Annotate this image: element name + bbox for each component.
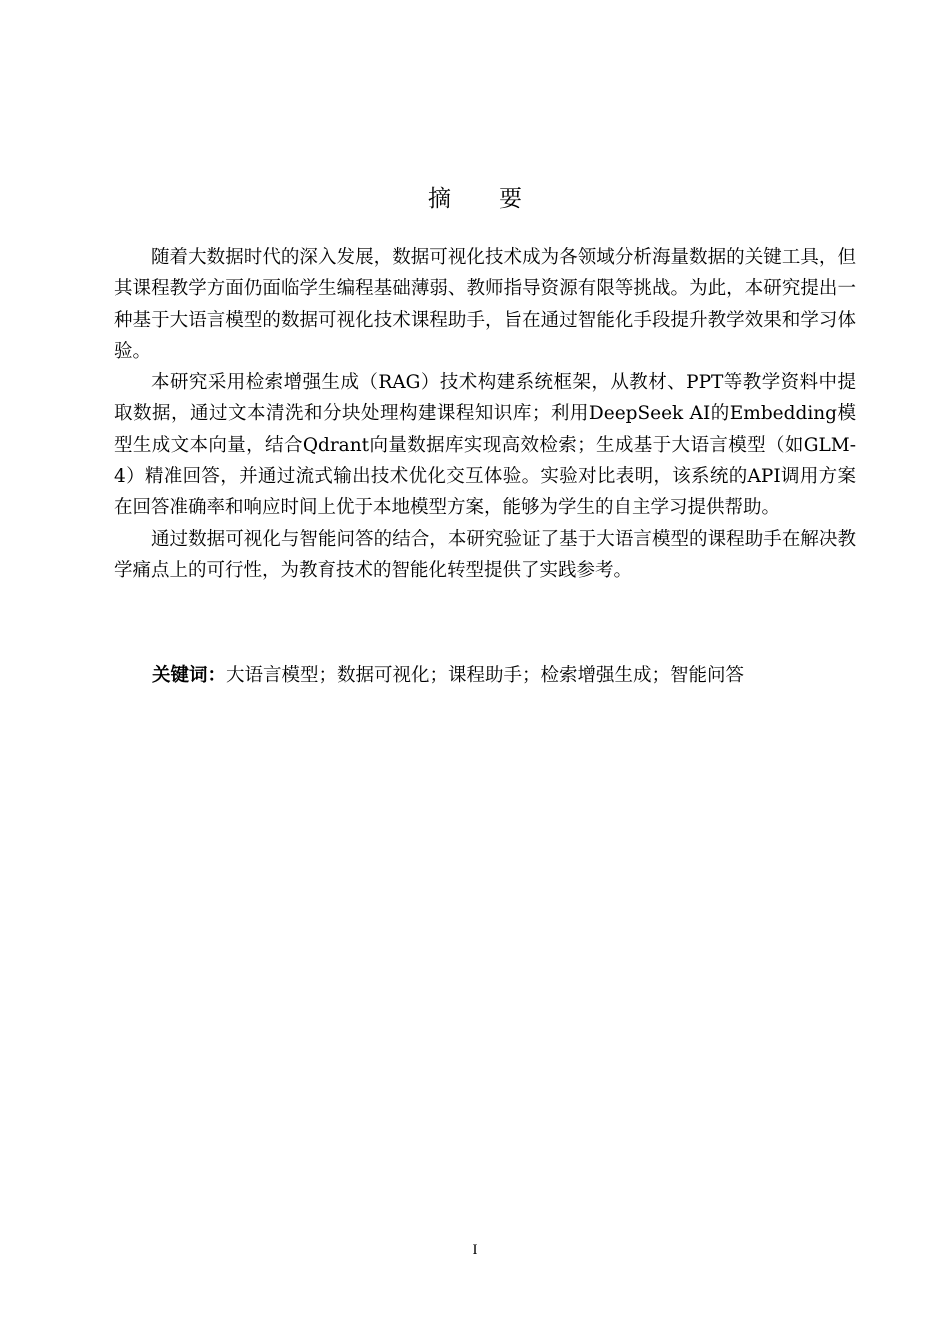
keywords-line (152, 660, 744, 691)
keywords-text: 大语言模型；数据可视化；课程助手；检索增强生成；智能问答 (226, 665, 745, 686)
abstract-paragraph: 通过数据可视化与智能问答的结合，本研究验证了基于大语言模型的课程助手在解决教学痛点上的可行性，为教育技术的智能化转型提供了实践参考。 (114, 528, 856, 581)
abstract-body (114, 242, 856, 586)
abstract-paragraph: 本研究采用检索增强生成（RAG）技术构建系统框架，从教材、PPT等教学资料中提取数据，通过文本清洗和分块处理构建课程知识库；利用DeepSeek AI的Embedding模型生成文本向量，结合Qdrant向量数据库实现高效检索；生成基于大语言模型（如GLM-4）精准回答，并通过流式输出技术优化交互体验。实验对比表明，该系统的API调用方案在回答准确率和响应时间上优于本地模型方案，能够为学生的自主学习提供帮助。 (114, 372, 856, 519)
page-title: 摘要 (428, 186, 570, 212)
keywords-label: 关键词： (152, 665, 227, 686)
page-number: I (472, 1242, 478, 1258)
abstract-paragraph: 随着大数据时代的深入发展，数据可视化技术成为各领域分析海量数据的关键工具，但其课程教学方面仍面临学生编程基础薄弱、教师指导资源有限等挑战。为此，本研究提出一种基于大语言模型的数据可视化技术课程助手，旨在通过智能化手段提升教学效果和学习体验。 (114, 247, 856, 362)
